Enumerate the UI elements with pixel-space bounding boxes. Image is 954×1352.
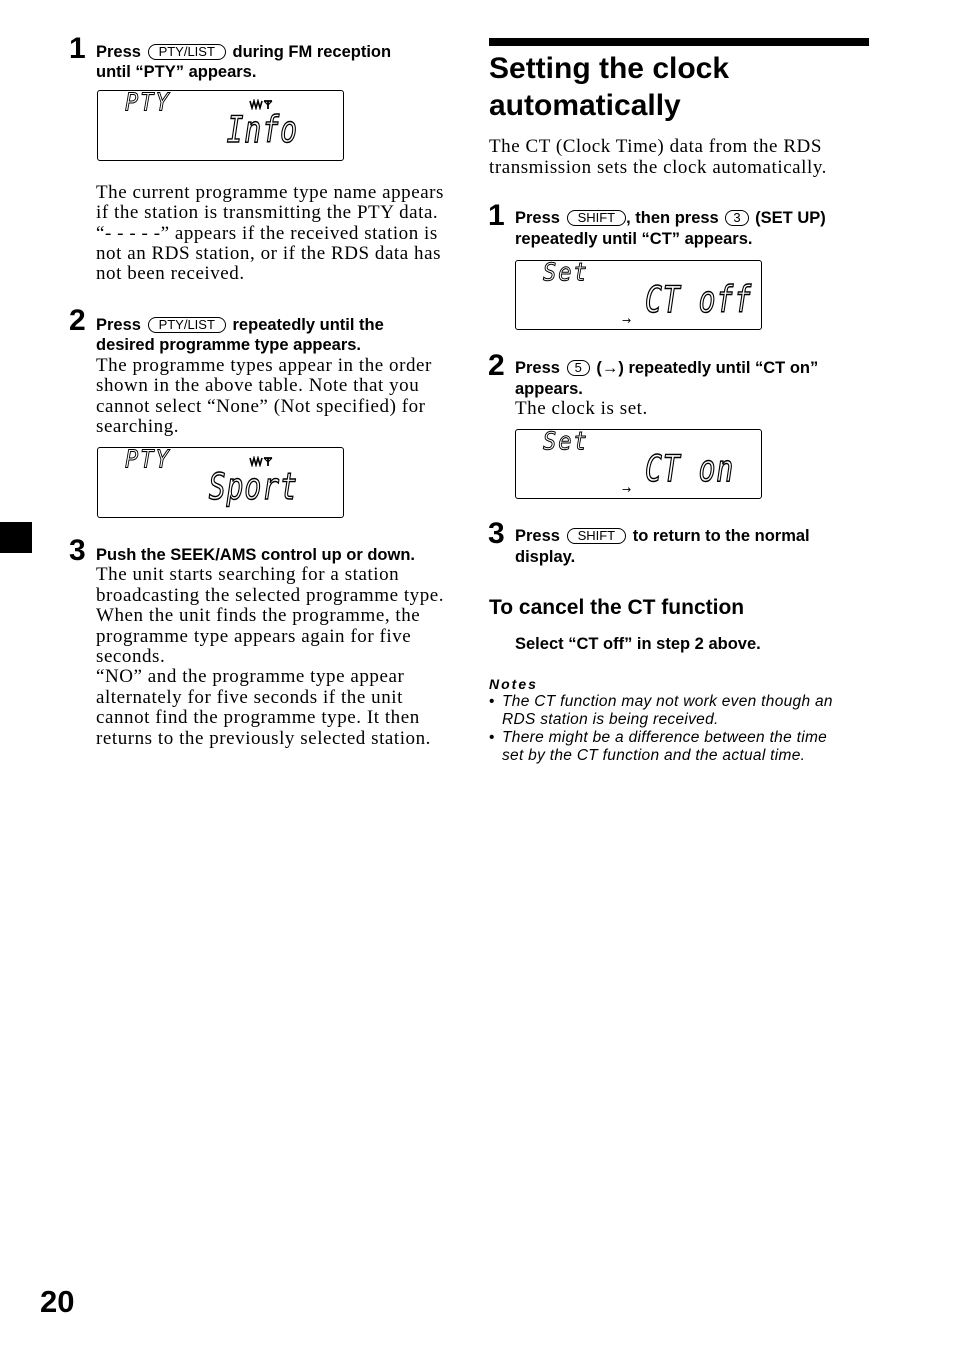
instruction-line: repeatedly until “CT” appears. [515,229,753,248]
notes-title: Notes [489,676,538,692]
step-instruction [515,526,810,568]
key-5-label: 5 [567,360,590,376]
description-line: The programme types appear in the order [96,354,432,376]
note-line: The CT function may not work even though an [502,693,833,710]
instruction-text: to return to the normal [632,527,810,545]
key-3-label: 3 [725,210,748,226]
instruction-text: Press [96,316,141,334]
step-number: 3 [488,517,505,550]
instruction-line: Push the SEEK/AMS control up or down. [96,546,416,564]
cancel-heading: To cancel the CT function [489,596,745,619]
pty-list-key-label: PTY/LIST [148,317,226,333]
display-value: CT off [645,278,753,322]
instruction-text: Press [515,359,560,377]
shift-key-label: SHIFT [567,210,627,226]
description-line: searching. [96,416,180,438]
instruction-text: Press [515,208,560,227]
description-line: not been received. [96,263,245,285]
step-number: 2 [488,349,505,382]
note-item [489,729,833,765]
step-number: 1 [488,199,505,232]
instruction-line: desired programme type appears. [96,336,362,355]
bullet-icon: • [489,729,495,746]
instruction-text: Press [515,527,560,545]
instruction-text: Press [96,43,141,61]
description-line: cannot find the programme type. It then [96,707,420,729]
step-description [96,356,432,438]
note-line: There might be a difference between the time [502,729,828,746]
instruction-line [96,42,391,62]
lcd-display-pty-sport [97,447,344,518]
step-instruction [96,315,432,356]
step-number: 2 [69,304,86,337]
instruction-line [515,208,826,229]
section-intro [489,137,827,178]
step-instruction [515,208,826,250]
description-line: shown in the above table. Note that you [96,375,420,397]
description-line: cannot select “None” (Not specified) for [96,395,426,417]
instruction-line [515,358,818,379]
display-label: PTY [125,445,171,475]
display-label: Set [543,258,589,288]
rds-signal-icon [249,454,273,465]
instruction-text: (→) repeatedly until “CT on” [596,359,819,377]
description-line: The current programme type name appears [96,182,444,203]
intro-line: The CT (Clock Time) data from the RDS [489,136,822,157]
notes-list [489,693,833,765]
right-arrow-icon: → [622,483,632,496]
note-line: set by the CT function and the actual time. [502,747,806,764]
instruction-line: display. [515,548,576,566]
heading-line: automatically [489,89,681,122]
instruction-text: during FM reception [232,43,392,61]
bullet-icon: • [489,693,495,710]
description-line: seconds. [96,646,166,668]
instruction-line: until “PTY” appears. [96,63,257,82]
description-line: alternately for five seconds if the unit [96,686,403,708]
step-block [96,545,444,749]
display-label: PTY [125,88,171,118]
section-tab-marker [0,522,32,553]
description-line: The unit starts searching for a station [96,564,400,586]
instruction-text: , then press [626,208,719,227]
instruction-line: appears. [515,379,583,398]
display-value: Sport [208,465,298,509]
step-description [96,565,444,749]
description-line: “- - - - -” appears if the received station is [96,222,438,244]
instruction-line [96,315,432,335]
lcd-display-ct-on [515,429,762,499]
step-block [515,358,818,420]
step-description [96,183,444,284]
description-line: if the station is transmitting the PTY data. [96,202,439,224]
description-line: “NO” and the programme type appear [96,666,405,688]
intro-line: transmission sets the clock automatically. [489,156,827,178]
step-description [515,399,818,420]
heading-line: Setting the clock [489,52,730,85]
description-line: returns to the previously selected station. [96,727,431,749]
pty-list-key-label: PTY/LIST [148,44,226,60]
description-line: broadcasting the selected programme type. [96,584,445,606]
display-value: CT on [645,447,735,491]
instruction-line [515,526,810,547]
note-item [489,693,833,729]
section-rule [489,38,869,46]
description-line: When the unit finds the programme, the [96,605,421,627]
step-instruction [515,358,818,399]
rds-signal-icon [249,97,273,108]
step-block [96,315,432,437]
page-number: 20 [40,1284,75,1319]
step-instruction [96,545,444,565]
step-instruction [96,42,391,83]
step-number: 1 [69,32,86,65]
description-line: not an RDS station, or if the RDS data has [96,242,442,264]
description-line: The clock is set. [515,398,648,419]
note-text [502,693,833,729]
step-number: 3 [69,534,86,567]
right-arrow-icon: → [622,314,632,327]
note-text [502,729,827,765]
description-line: programme type appears again for five [96,625,412,647]
cancel-instruction: Select “CT off” in step 2 above. [515,635,761,653]
section-heading [489,50,729,124]
display-label: Set [543,427,589,457]
shift-key-label: SHIFT [567,528,627,544]
lcd-display-pty-info [97,90,344,161]
instruction-text: repeatedly until the [232,316,384,334]
display-value: Info [226,108,298,152]
note-line: RDS station is being received. [502,711,719,728]
instruction-text: (SET UP) [755,208,826,227]
lcd-display-ct-off [515,260,762,330]
